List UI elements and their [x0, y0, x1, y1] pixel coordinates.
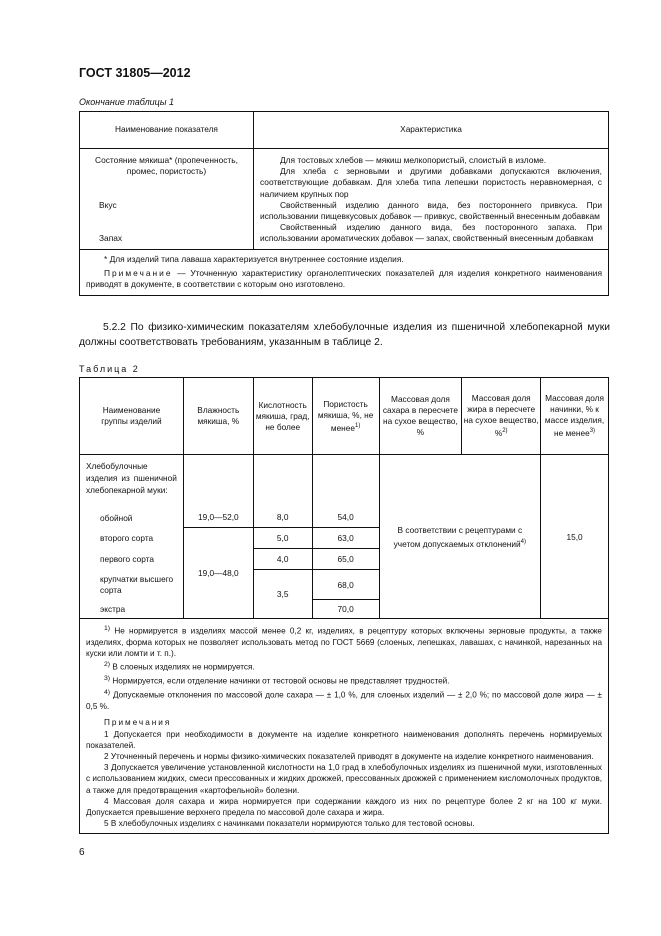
- table1-values-cell: [254, 149, 609, 250]
- table2-row-name: второго сорта: [80, 528, 184, 549]
- table2-row-name: экстра: [80, 600, 184, 619]
- table1-row-name: Запах: [99, 233, 123, 243]
- table2-note: 2 Уточненный перечень и нормы физико-химических показателей приводят в документе на изделие конкретного наименования.: [104, 751, 594, 761]
- table2-header-fat: Массовая доля жира в пересчете на сухое вещество, %$^{2)}$: [462, 378, 541, 455]
- table2-row-name: обойной: [80, 508, 184, 528]
- table2-filling-cell: 15,0: [541, 455, 609, 619]
- paragraph-5-2-2: 5.2.2 По физико-химическим показателям хлебобулочные изделия из пшеничной хлебопекарной муки должны соответствовать требованиям, указанным в таблице 2.: [79, 322, 610, 348]
- table2-acidity: 5,0: [253, 528, 312, 549]
- table2-notes-label: Примечания: [104, 718, 172, 728]
- page-number: 6: [79, 847, 85, 858]
- table1-row-value: Свойственный изделию данного вида, без посторонного запаха. При использовании ароматических добавок — запах, свойственный внесенным добавкам: [260, 222, 602, 244]
- table2-footnote: $^{1)}$ Не нормируется в изделиях массой менее 0,2 кг, изделиях, в рецептуру которых включены зерновые продукты, а также изделиях, форма которых не позволяет использовать метод по ГОСТ 5669 (слоеных, лепешках, лавашах, с начинкой, нарезанных на куски или ломти и т. п.).: [86, 625, 602, 659]
- table2-note: 4 Массовая доля сахара и жира нормируется при содержании каждого из них по рецептуре более 2 кг на 100 кг муки. Допускается превышение верхнего предела по массовой доле сахара и жира.: [86, 796, 602, 817]
- table2-sugar-fat-cell: В соответствии с рецептурами с учетом допускаемых отклонений$^{4)}$: [379, 455, 541, 619]
- table2-footnote: $^{3)}$ Нормируется, если отделение начинки от тестовой основы не представляет трудностей.: [104, 675, 450, 687]
- table2-note: 1 Допускается при необходимости в документе на изделие конкретного наименования дополнять перечень нормируемых показателей.: [86, 729, 602, 750]
- table2-porosity: 65,0: [312, 549, 379, 570]
- table2-row-name: первого сорта: [80, 549, 184, 570]
- table2-porosity: 68,0: [312, 570, 379, 600]
- document-header: ГОСТ 31805—2012: [79, 66, 191, 80]
- table1-header-characteristic: Характеристика: [254, 112, 609, 149]
- table2-note: 3 Допускается увеличение установленной кислотности на 1,0 град в хлебобулочных изделиях из пшеничной муки, изготовленных с использованием жидких, смеси прессованных и жидких дрожжей, прессованных дрожжей с применением кисломолочных продуктов, а также для предотвращения «картофельной» болезни.: [86, 763, 602, 795]
- table1-note: [86, 268, 602, 290]
- table-2: [79, 377, 609, 834]
- table2-footnote: $^{2)}$ В слоеных изделиях не нормируется.: [104, 661, 255, 673]
- table1-header-name: Наименование показателя: [80, 112, 254, 149]
- table2-caption: Таблица 2: [79, 364, 140, 374]
- table1-continuation-label: Окончание таблицы 1: [79, 97, 174, 107]
- table1-names-cell: [80, 149, 254, 250]
- table2-humidity: 19,0—48,0: [183, 528, 253, 619]
- table2-header-acidity: Кислотность мякиша, град, не более: [253, 378, 312, 455]
- table2-footnote: $^{4)}$ Допускаемые отклонения по массовой доле сахара — ± 1,0 %, для слоеных изделий — ± 2,0 %; по массовой доле жира — ± 0,5 %.: [86, 689, 602, 712]
- table1-notes: [80, 249, 609, 296]
- table2-group-title: Хлебобулочные изделия из пшеничной хлебопекарной муки:: [80, 455, 184, 508]
- table1-row-value: Для тостовых хлебов — мякиш мелкопористый, слоистый в изломе.: [280, 155, 547, 165]
- table2-note: 5 В хлебобулочных изделиях с начинками показатели нормируются только для тестовой основы.: [104, 819, 475, 829]
- table1-row-name: Вкус: [99, 200, 117, 210]
- table2-humidity: 19,0—52,0: [183, 508, 253, 528]
- table2-porosity: 54,0: [312, 508, 379, 528]
- table2-notes: [80, 619, 609, 834]
- table2-header-porosity: Пористость мякиша, %, не менее$^{1)}$: [312, 378, 379, 455]
- table1-note-text: — Уточненную характеристику органолептических показателей для изделия конкретного наименования приводят в документе, в соответствии с которым оно изготовлено.: [86, 267, 602, 290]
- table2-acidity: 8,0: [253, 508, 312, 528]
- table1-row-name: Состояние мякиша* (пропеченность, промес, пористость): [95, 155, 238, 177]
- table1-footnote: * Для изделий типа лаваша характеризуется внутреннее состояние изделия.: [104, 253, 404, 264]
- table2-porosity: 63,0: [312, 528, 379, 549]
- table1-row-value: Свойственный изделию данного вида, без постороннего привкуса. При использовании пищевкусовых добавок — привкус, свойственный внесенным добавкам: [260, 199, 602, 222]
- table2-header-filling: Массовая доля начинки, % к массе изделия, не менее$^{3)}$: [541, 378, 609, 455]
- table2-header-group: Наименование группы изделий: [80, 378, 184, 455]
- table-1: [79, 111, 609, 296]
- table1-row-value: Для хлеба с зерновыми и другими добавками допускаются включения, соответствующие добавкам. Для хлеба типа лепешки пористость неравномерная, с наличием крупных пор: [260, 166, 602, 199]
- table2-acidity: 4,0: [253, 549, 312, 570]
- table2-header-humidity: Влажность мякиша, %: [183, 378, 253, 455]
- table1-note-label: Примечание: [104, 267, 173, 278]
- table2-header-sugar: Массовая доля сахара в пересчете на сухое вещество, %: [379, 378, 462, 455]
- table2-row-name: крупчатки высшего сорта: [80, 570, 184, 600]
- table2-porosity: 70,0: [312, 600, 379, 619]
- table2-acidity: 3,5: [253, 570, 312, 619]
